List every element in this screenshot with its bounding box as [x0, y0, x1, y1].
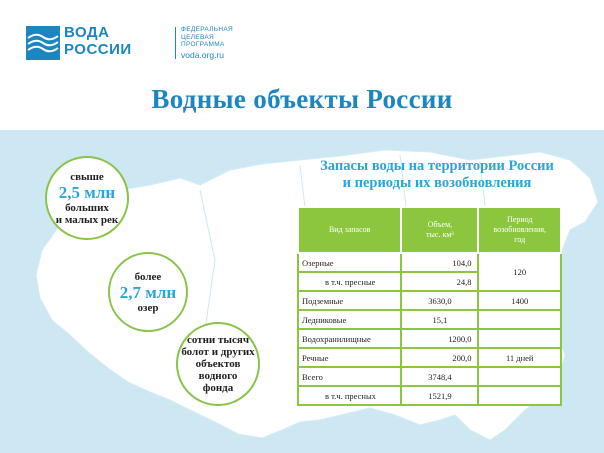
page-title: Водные объекты России	[151, 84, 453, 114]
row-period	[478, 310, 561, 329]
rivers-line1: больших	[65, 201, 109, 214]
rivers-line2: и малых рек	[55, 213, 119, 226]
table-row	[298, 253, 561, 272]
logo-name-line1: ВОДА	[64, 24, 110, 41]
rivers-pre: свыше	[70, 170, 104, 183]
waves-logo-icon	[26, 26, 60, 60]
header-period-line3: год	[514, 235, 526, 244]
swamps-line4: водного	[198, 370, 238, 382]
row-kind: Подземные	[298, 291, 401, 310]
row-kind: Озерные	[298, 253, 401, 272]
row-period	[478, 367, 561, 386]
row-period	[478, 329, 561, 348]
swamps-stat	[176, 322, 260, 406]
rivers-stat	[45, 156, 129, 240]
swamps-line1: сотни тысяч	[186, 334, 250, 346]
row-kind: Речные	[298, 348, 401, 367]
row-period: 1400	[478, 291, 561, 310]
logo-sub-line2: ЦЕЛЕВАЯ	[181, 33, 214, 41]
logo	[26, 24, 233, 64]
row-volume: 3748,4	[401, 367, 478, 386]
lakes-pre: более	[134, 270, 162, 283]
row-period: 11 дней	[478, 348, 561, 367]
row-kind: в т.ч. пресных	[298, 386, 401, 405]
header-volume-line2: тыс. км³	[426, 230, 454, 239]
header-period-line1: Период	[507, 215, 533, 224]
logo-name-line2: РОССИИ	[64, 41, 132, 58]
header-volume	[401, 207, 478, 253]
header-period-line2: возобновления,	[493, 225, 547, 234]
row-kind: в т.ч. пресные	[298, 272, 401, 291]
section-title-line2: и периоды их возобновления	[342, 175, 532, 191]
section-title-line1: Запасы воды на территории России	[320, 158, 554, 174]
logo-sub-line1: ФЕДЕРАЛЬНАЯ	[181, 26, 233, 33]
row-volume: 1200,0	[401, 329, 478, 348]
lakes-stat	[108, 252, 188, 332]
logo-url[interactable]: voda.org.ru	[181, 50, 224, 60]
row-kind: Ледниковые	[298, 310, 401, 329]
row-volume: 200,0	[401, 348, 478, 367]
row-volume: 15,1	[401, 310, 478, 329]
logo-divider	[175, 27, 176, 59]
header-kind: Вид запасов	[298, 207, 401, 253]
row-volume: 24,8	[401, 272, 478, 291]
row-period-lakes: 120	[478, 253, 561, 291]
rivers-value: 2,5 млн	[58, 182, 116, 202]
logo-subtitle	[181, 26, 233, 49]
lakes-line1: озер	[137, 301, 159, 314]
table-row	[298, 329, 561, 348]
swamps-line3: объектов	[195, 358, 241, 370]
row-volume: 3630,0	[401, 291, 478, 310]
table-header-row	[298, 207, 561, 253]
row-volume: 104,0	[401, 253, 478, 272]
section-title	[270, 158, 604, 192]
row-volume: 1521,9	[401, 386, 478, 405]
header-period	[478, 207, 561, 253]
table-row	[298, 348, 561, 367]
table-row	[298, 310, 561, 329]
lakes-value: 2,7 млн	[119, 282, 177, 302]
logo-sub-line3: ПРОГРАММА	[181, 41, 225, 48]
logo-name	[64, 24, 132, 58]
row-kind: Всего	[298, 367, 401, 386]
swamps-line5: фонда	[202, 382, 234, 394]
row-kind: Водохранилищные	[298, 329, 401, 348]
table-row	[298, 291, 561, 310]
table-row	[298, 386, 561, 405]
row-period	[478, 386, 561, 405]
water-reserves-table	[297, 206, 562, 406]
header-volume-line1: Объем,	[427, 220, 453, 229]
table-row	[298, 367, 561, 386]
swamps-line2: болот и других	[181, 346, 255, 358]
